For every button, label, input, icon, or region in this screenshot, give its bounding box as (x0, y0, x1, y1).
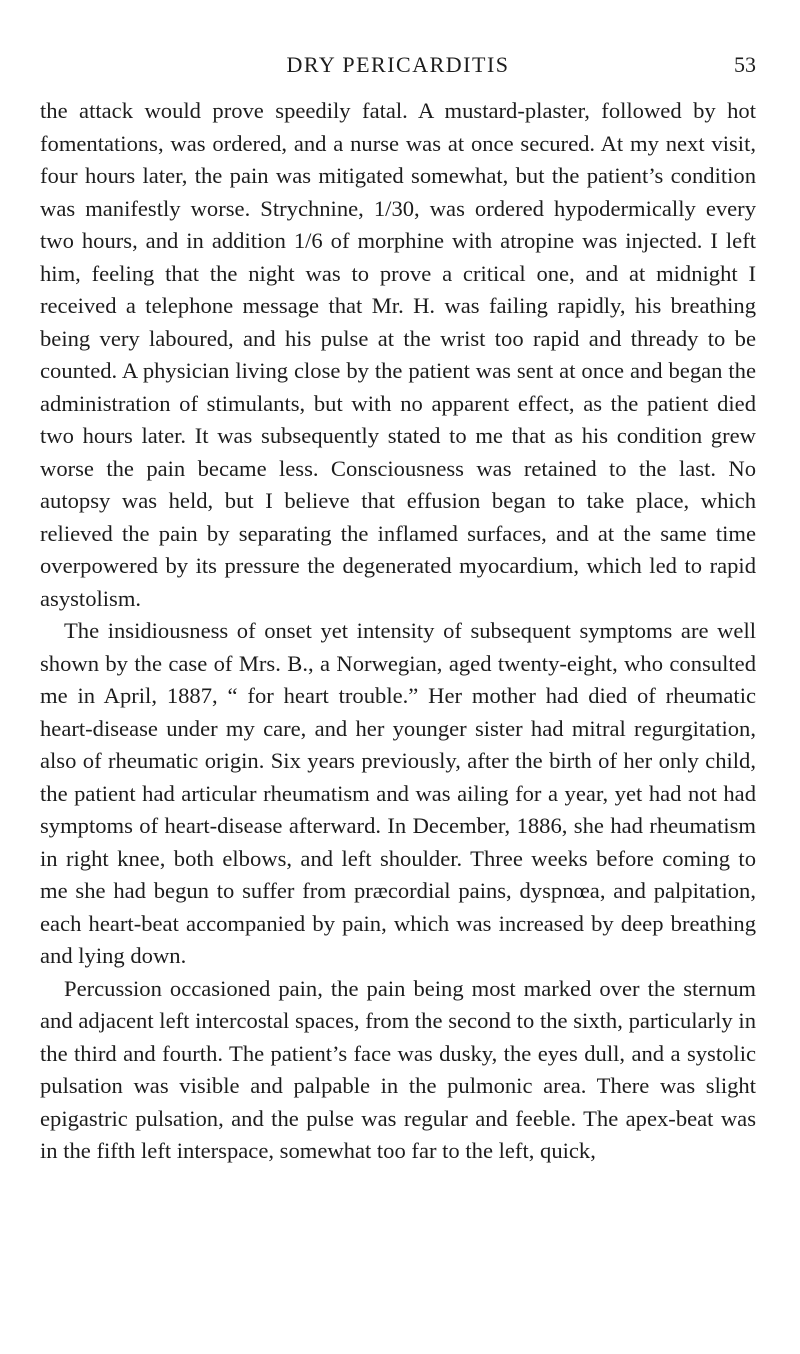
running-title: DRY PERICARDITIS (286, 52, 510, 77)
page-header (40, 52, 756, 86)
paragraph-3: Percussion occasioned pain, the pain being most marked over the sternum and adjacent left intercostal spaces, from the second to the sixth, particularly in the third and fourth. The patient’s face was dusky, the eyes dull, and a systolic pulsation was visible and palpable in the pulmonic area. There was slight epigastric pulsation, and the pulse was regular and feeble. The apex-beat was in the fifth left interspace, somewhat too far to the left, quick, (40, 975, 756, 1163)
page-number: 53 (734, 52, 756, 77)
paragraph-1: the attack would prove speedily fatal. A mustard-plaster, followed by hot fomentations, was ordered, and a nurse was at once secured. At my next visit, four hours later, the pain was mitigated somewhat, but the patient’s condition was manifestly worse. Strychnine, 1/30, was ordered hypodermically every two hours, and in addition 1/6 of morphine with atropine was injected. I left him, feeling that the night was to prove a critical one, and at midnight I received a telephone message that Mr. H. was failing rapidly, his breathing being very laboured, and his pulse at the wrist too rapid and thready to be counted. A physician living close by the patient was sent at once and began the administration of stimulants, but with no apparent effect, as the patient died two hours later. It was subsequently stated to me that as his condition grew worse the pain became less. Consciousness was retained to the last. No autopsy was held, but I believe that effusion began to take place, which relieved the pain by separating the inflamed surfaces, and at the same time overpowered by its pressure the degenerated myocardium, which led to rapid asystolism. (40, 98, 756, 611)
paragraph-2: The insidiousness of onset yet intensity of subsequent symptoms are well shown by the case of Mrs. B., a Norwegian, aged twenty-eight, who consulted me in April, 1887, “ for heart trouble.” Her mother had died of rheumatic heart-disease under my care, and her younger sister had mitral regurgitation, also of rheumatic origin. Six years previously, after the birth of her only child, the patient had articular rheumatism and was ailing for a year, yet had not had symptoms of heart-disease afterward. In December, 1886, she had rheumatism in right knee, both elbows, and left shoulder. Three weeks before coming to me she had begun to suffer from præcordial pains, dyspnœa, and palpitation, each heart-beat accompanied by pain, which was increased by deep breathing and lying down. (40, 618, 756, 968)
body-text (40, 95, 756, 1168)
